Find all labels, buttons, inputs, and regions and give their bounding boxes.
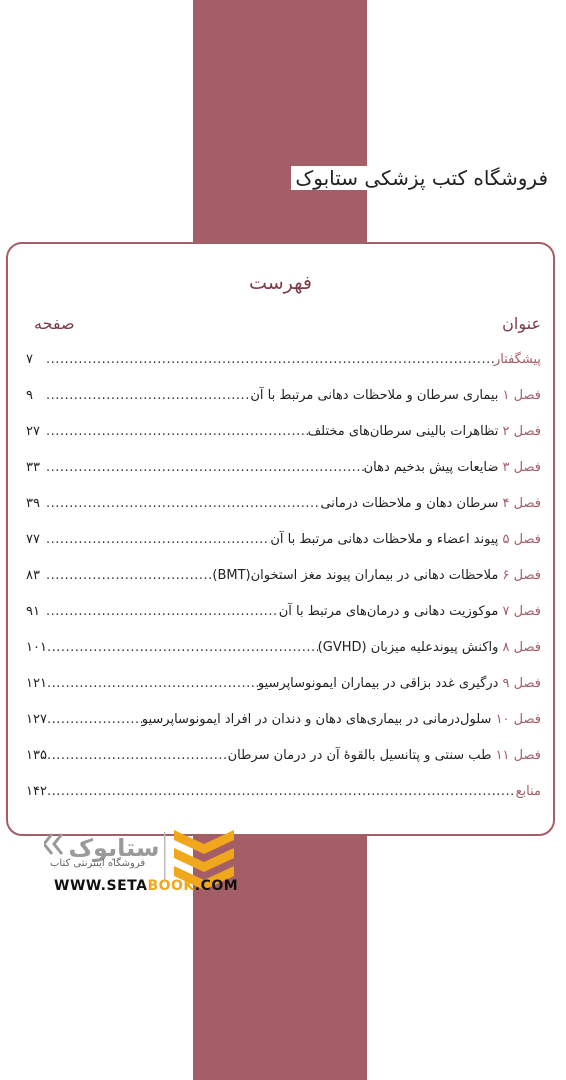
- toc-entry: [318, 630, 541, 666]
- toc-entry: [212, 558, 541, 594]
- toc-page-number: ۷۷: [26, 532, 40, 547]
- column-header-page: صفحه: [34, 314, 75, 333]
- toc-chapter-label: فصل ۴: [502, 496, 541, 511]
- toc-leader-dots: [46, 450, 364, 486]
- toc-entry-title: درگیری غدد بزاقی در بیماران ایمونوساپرسیو: [257, 676, 499, 691]
- toc-entry-title: سرطان دهان و ملاحظات درمانی: [320, 496, 499, 511]
- toc-row[interactable]: [26, 774, 541, 810]
- toc-entry: [364, 450, 541, 486]
- toc-leader-dots: [46, 342, 494, 378]
- toc-entry: [270, 522, 541, 558]
- toc-entry: [279, 594, 541, 630]
- toc-page-number: ۹: [26, 388, 33, 403]
- toc-page-number: ۸۳: [26, 568, 40, 583]
- toc-page-number: ۹۱: [26, 604, 40, 619]
- toc-row[interactable]: [26, 414, 541, 450]
- toc-entry-title: واکنش پیوندعلیه میزبان (GVHD): [317, 640, 499, 655]
- toc-row[interactable]: [26, 558, 541, 594]
- toc-entry-title: پیوند اعضاء و ملاحظات دهانی مرتبط با آن: [270, 532, 499, 547]
- toc-page-number: ۱۴۲: [26, 784, 47, 799]
- toc-entry-title: ملاحظات دهانی در بیماران پیوند مغز استخوان(BMT): [212, 568, 499, 583]
- toc-page-number: ۷: [26, 352, 33, 367]
- toc-entry-title: پیشگفتار: [493, 352, 541, 367]
- toc-entry-title: طب سنتی و پتانسیل بالقوهٔ آن در درمان سرطان: [227, 748, 492, 763]
- logo-wordmark: ستابوک: [68, 834, 160, 862]
- toc-chapter-label: فصل ۶: [502, 568, 541, 583]
- toc-entry-title: سلول‌درمانی در بیماری‌های دهان و دندان در افراد ایمونوساپرسیو: [141, 712, 492, 727]
- toc-page-number: ۳۳: [26, 460, 40, 475]
- toc-leader-dots: [47, 630, 318, 666]
- toc-page-number: ۱۳۵: [26, 748, 47, 763]
- toc-entry: [142, 702, 541, 738]
- toc-entry-title: منابع: [515, 784, 541, 799]
- toc-row[interactable]: [26, 378, 541, 414]
- toc-page-number: ۱۲۱: [26, 676, 47, 691]
- store-title: فروشگاه کتب پزشکی ستابوک: [291, 166, 552, 190]
- toc-row[interactable]: [26, 342, 541, 378]
- toc-leader-dots: [46, 594, 279, 630]
- toc-chapter-label: فصل ۲: [502, 424, 541, 439]
- toc-entry: [308, 414, 541, 450]
- toc-chapter-label: فصل ۱: [502, 388, 541, 403]
- toc-entry: [228, 738, 541, 774]
- toc-leader-dots: [46, 522, 270, 558]
- toc-entry: [320, 486, 541, 522]
- toc-chapter-label: فصل ۹: [502, 676, 541, 691]
- toc-entry-title: تظاهرات بالینی سرطان‌های مختلف: [307, 424, 499, 439]
- toc-row[interactable]: [26, 630, 541, 666]
- toc-page-number: ۱۲۷: [26, 712, 47, 727]
- toc-title: فهرست: [249, 272, 312, 294]
- toc-chapter-label: فصل ۷: [502, 604, 541, 619]
- toc-row[interactable]: [26, 450, 541, 486]
- toc-list: [26, 342, 541, 810]
- toc-chapter-label: فصل ۱۰: [495, 712, 541, 727]
- toc-row[interactable]: [26, 486, 541, 522]
- toc-leader-dots: [47, 738, 228, 774]
- toc-page-number: ۲۷: [26, 424, 40, 439]
- toc-leader-dots: [46, 558, 212, 594]
- toc-entry: [258, 666, 541, 702]
- toc-page-number: ۳۹: [26, 496, 40, 511]
- logo-subtitle: فروشگاه اینترنتی کتاب: [50, 858, 146, 869]
- toc-entry-title: ضایعات پیش بدخیم دهان: [363, 460, 499, 475]
- toc-entry: [516, 774, 541, 810]
- toc-row[interactable]: [26, 738, 541, 774]
- toc-entry: [250, 378, 541, 414]
- toc-chapter-label: فصل ۱۱: [495, 748, 541, 763]
- toc-leader-dots: [46, 414, 308, 450]
- toc-leader-dots: [46, 378, 250, 414]
- toc-row[interactable]: [26, 522, 541, 558]
- toc-leader-dots: [47, 774, 516, 810]
- toc-leader-dots: [47, 666, 258, 702]
- website-url[interactable]: WWW.SETABOOK.COM: [54, 878, 239, 894]
- toc-entry: [494, 342, 541, 378]
- toc-card: [6, 242, 555, 836]
- toc-leader-dots: [46, 486, 320, 522]
- toc-chapter-label: فصل ۳: [502, 460, 541, 475]
- toc-leader-dots: [47, 702, 142, 738]
- toc-chapter-label: فصل ۸: [502, 640, 541, 655]
- toc-page-number: ۱۰۱: [26, 640, 47, 655]
- toc-row[interactable]: [26, 702, 541, 738]
- toc-row[interactable]: [26, 594, 541, 630]
- toc-chapter-label: فصل ۵: [502, 532, 541, 547]
- toc-entry-title: بیماری سرطان و ملاحظات دهانی مرتبط با آن: [250, 388, 499, 403]
- column-header-title: عنوان: [502, 314, 541, 333]
- logo-arrows-icon: [44, 834, 62, 854]
- toc-entry-title: موکوزیت دهانی و درمان‌های مرتبط با آن: [278, 604, 499, 619]
- toc-row[interactable]: [26, 666, 541, 702]
